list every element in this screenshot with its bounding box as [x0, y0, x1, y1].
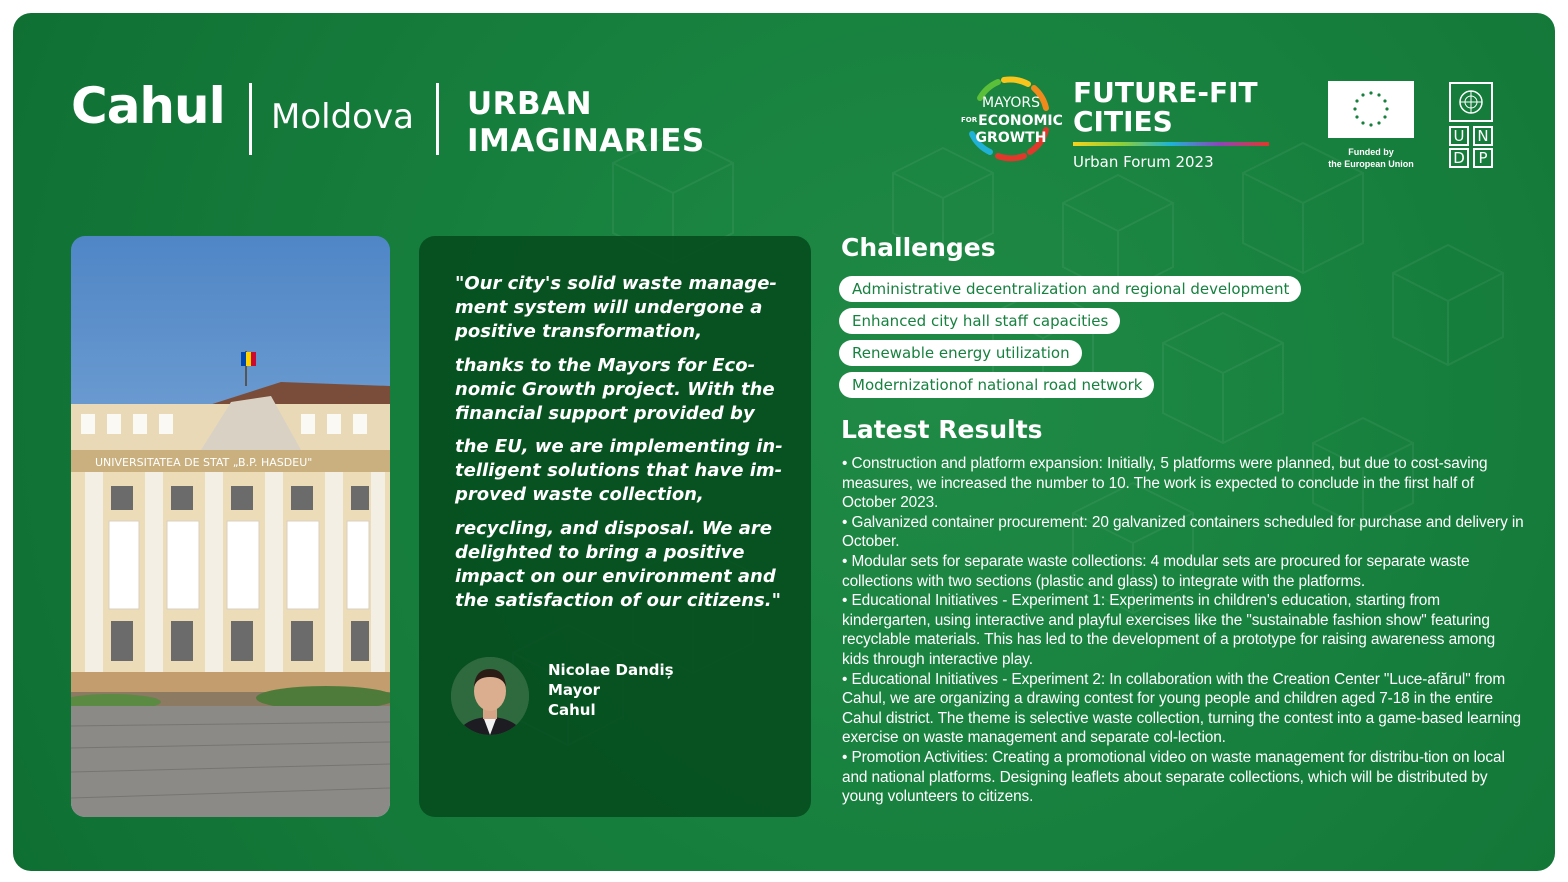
rainbow-bar: [1073, 142, 1269, 146]
eu-funding-caption: [1313, 146, 1429, 170]
header-divider: [436, 83, 439, 155]
ff-line1: FUTURE-FIT: [1073, 76, 1258, 109]
future-fit-cities-logo: [1073, 78, 1283, 136]
mayors-economic-growth-logo: [961, 95, 1061, 147]
event-title-line2: IMAGINARIES: [467, 123, 705, 159]
undp-letter-p: P: [1473, 148, 1493, 168]
mayor-avatar: [451, 657, 529, 735]
challenge-pill: Modernizationof national road network: [839, 372, 1154, 398]
undp-letter-u: U: [1449, 126, 1469, 146]
undp-letter-n: N: [1473, 126, 1493, 146]
un-emblem-icon: [1451, 84, 1491, 120]
mayor-signature: [548, 660, 674, 720]
eu-flag-icon: [1328, 81, 1414, 138]
quote-panel: [419, 236, 811, 817]
challenge-pill: Renewable energy utilization: [839, 340, 1082, 366]
challenge-pill: Administrative decentralization and regional development: [839, 276, 1301, 302]
result-item: • Promotion Activities: Creating a promotional video on waste management for distribu-tion on local and national platforms. Designing leaflets about separate collections, which will be distributed by young volunteers to citizens.: [842, 748, 1505, 806]
result-item: • Galvanized container procurement: 20 galvanized containers scheduled for purchase and delivery in October.: [842, 513, 1524, 551]
city-photo: [71, 236, 390, 817]
results-list: [842, 454, 1526, 807]
event-title: [467, 86, 767, 160]
meg-economic: ECONOMIC: [978, 113, 1063, 129]
challenge-pill: Enhanced city hall staff capacities: [839, 308, 1120, 334]
latest-results-heading: Latest Results: [841, 415, 1043, 444]
meg-line2: [961, 112, 1061, 130]
undp-letter-d: D: [1449, 148, 1469, 168]
quote-paragraph-2: thanks to the Mayors for Eco-nomic Growth project. With the financial support provided by: [455, 355, 775, 424]
eu-caption-line1: Funded by: [1348, 147, 1394, 157]
result-item: • Construction and platform expansion: Initially, 5 platforms were planned, but due to cost-saving measures, we increased the number to 10. The work is expected to conclude in the first half of October 2023.: [842, 455, 1488, 512]
eu-caption-line2: the European Union: [1328, 159, 1414, 169]
challenges-heading: Challenges: [841, 233, 996, 262]
country-name: Moldova: [271, 97, 414, 137]
result-item: • Educational Initiatives - Experiment 1: Experiments in children's education, starting from kindergarten, using interactive and playful exercises like the "sustainable fashion show" featuring recyclable materials. This has led to the development of a prototype for raising awareness among kids through interactive play.: [842, 592, 1496, 668]
city-name: Cahul: [71, 77, 225, 135]
meg-line1: MAYORS: [982, 95, 1040, 111]
mayor-name: Nicolae Dandiș: [548, 661, 674, 679]
quote-paragraph-1: "Our city's solid waste manage-ment system will undergone a positive transformation,: [455, 273, 777, 342]
forum-subtitle: Urban Forum 2023: [1073, 153, 1214, 171]
quote-paragraph-4: recycling, and disposal. We are delighted to bring a positive impact on our environment and the satisfaction of our citizens.": [455, 518, 781, 611]
meg-line3: GROWTH: [975, 130, 1047, 146]
quote-paragraph-3: the EU, we are implementing in-telligent solutions that have im-proved waste collection,: [455, 436, 783, 505]
mayor-role: Mayor: [548, 681, 601, 699]
mayor-city: Cahul: [548, 701, 596, 719]
header-divider: [249, 83, 252, 155]
mayor-portrait-image: [451, 657, 529, 735]
result-item: • Educational Initiatives - Experiment 2: In collaboration with the Creation Center "Luce-afărul" from Cahul, we are organizing a drawing contest for young people and children aged 7-18 in the entire Cahul district. The theme is selective waste collection, turning the contest into a game-based learning exercise on waste management and separate col-lection.: [842, 670, 1521, 747]
un-emblem-box: [1449, 82, 1493, 122]
university-sign: UNIVERSITATEA DE STAT „B.P. HASDEU": [95, 456, 313, 469]
undp-logo: [1449, 82, 1493, 168]
event-title-line1: URBAN: [467, 86, 593, 122]
poster-card: [13, 13, 1555, 871]
university-building-image: [71, 236, 390, 817]
meg-for: FOR: [961, 116, 978, 124]
result-item: • Modular sets for separate waste collections: 4 modular sets are procured for separate waste collections with two sections (plastic and glass) to integrate with the platforms.: [842, 552, 1470, 590]
ff-line2: CITIES: [1073, 105, 1173, 138]
